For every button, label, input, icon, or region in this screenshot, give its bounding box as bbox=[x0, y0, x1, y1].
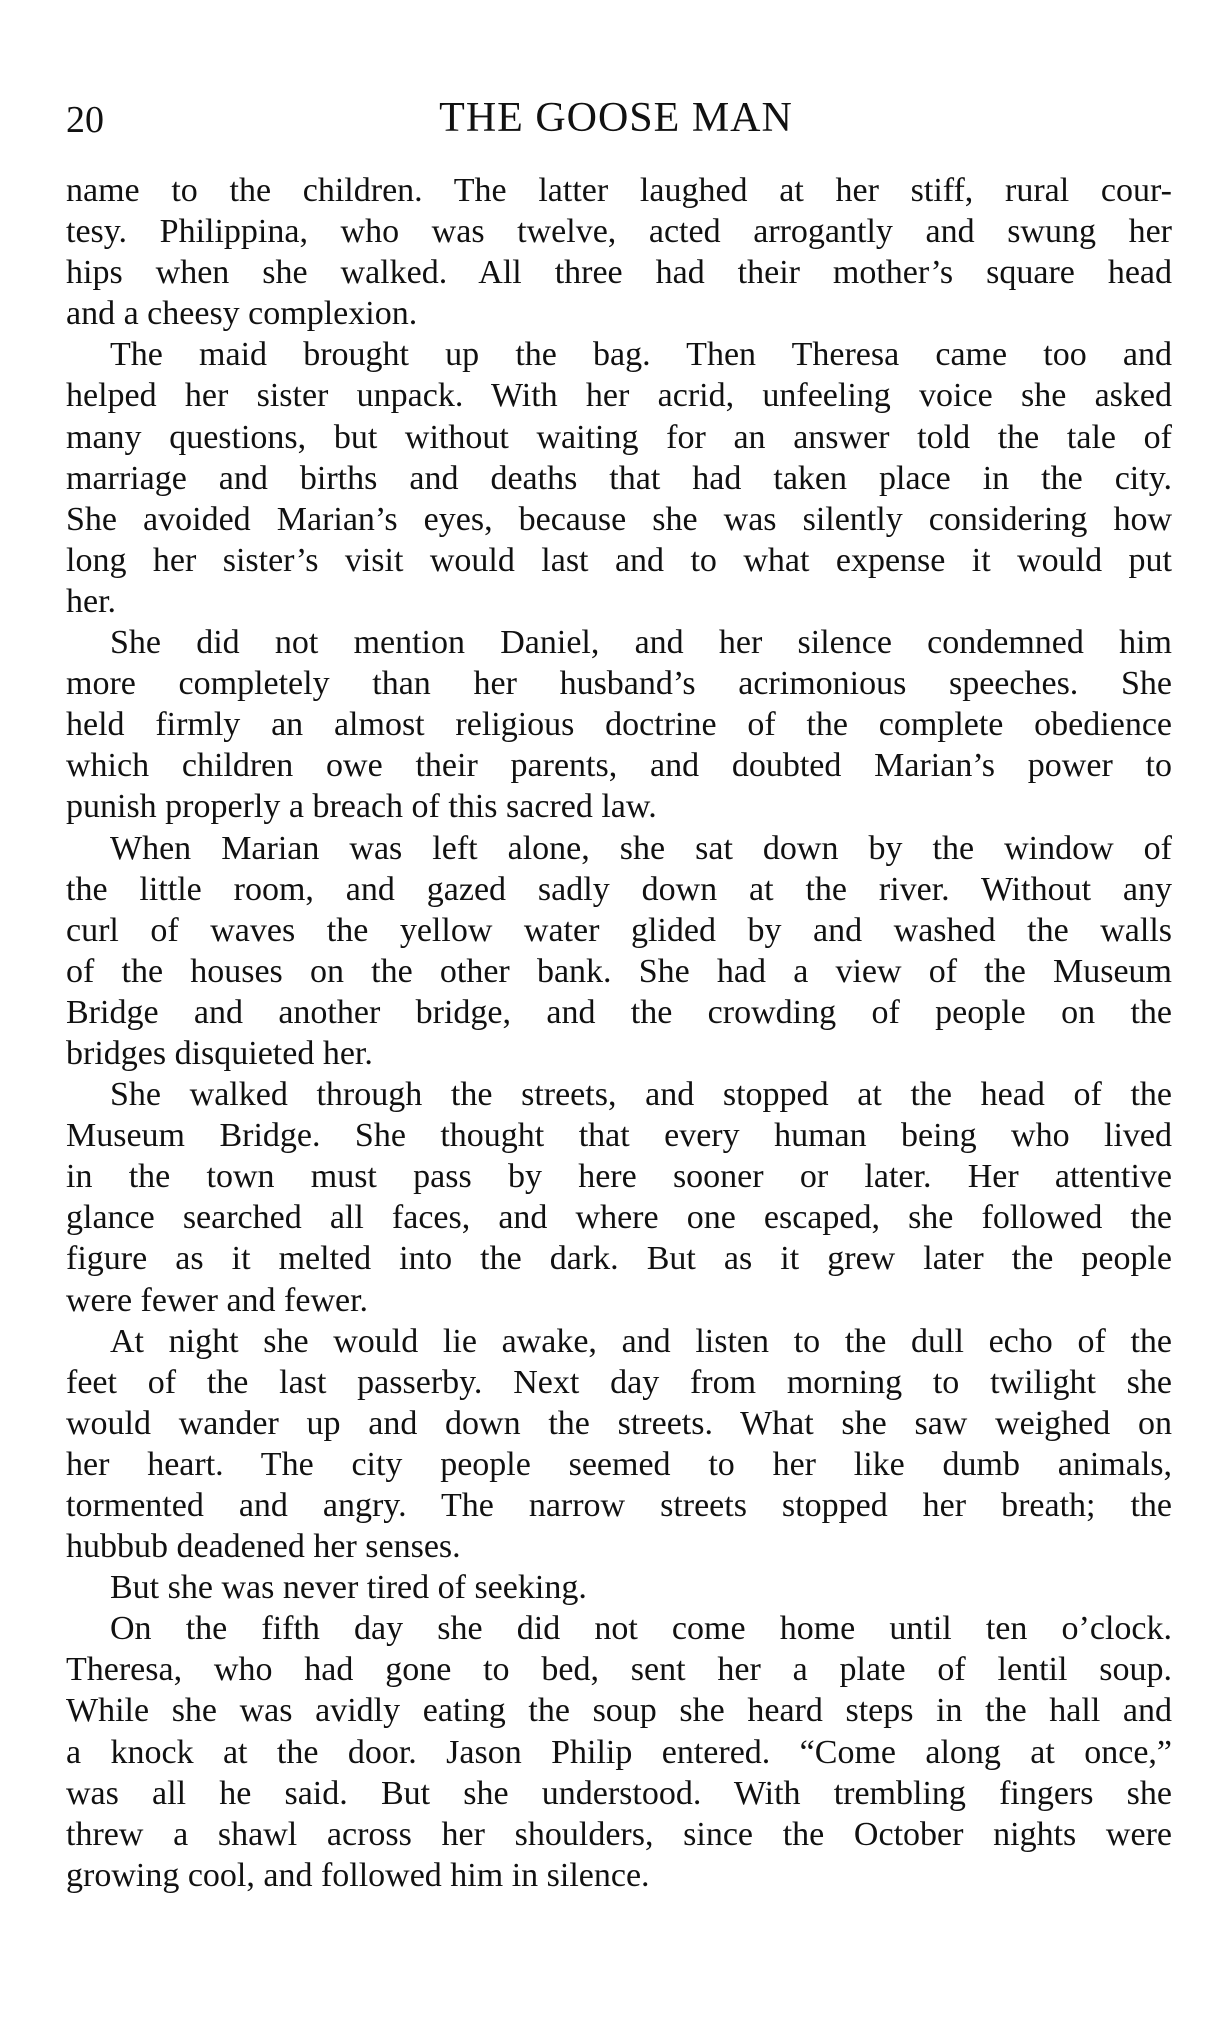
text-line: punish properly a breach of this sacred law. bbox=[66, 788, 657, 826]
text-line: Museum Bridge. She thought that every human being who lived bbox=[66, 1117, 1172, 1155]
body-text bbox=[66, 170, 1172, 1896]
text-line: more completely than her husband’s acrimonious speeches. She bbox=[66, 665, 1172, 703]
text-line: would wander up and down the streets. What she saw weighed on bbox=[66, 1404, 1172, 1442]
paragraph bbox=[66, 1608, 1172, 1896]
text-line: She walked through the streets, and stopped at the head of the bbox=[110, 1076, 1172, 1114]
text-line: tesy. Philippina, who was twelve, acted arrogantly and swung her bbox=[66, 213, 1172, 251]
text-line: She avoided Marian’s eyes, because she was silently considering how bbox=[66, 500, 1172, 538]
text-line: When Marian was left alone, she sat down by the window of bbox=[110, 829, 1172, 867]
text-line: were fewer and fewer. bbox=[66, 1281, 369, 1319]
text-line: figure as it melted into the dark. But as it grew later the people bbox=[66, 1240, 1172, 1278]
text-line: She did not mention Daniel, and her silence condemned him bbox=[110, 624, 1172, 662]
text-line: many questions, but without waiting for an answer told the tale of bbox=[66, 418, 1172, 456]
paragraph bbox=[66, 622, 1172, 827]
running-head: THE GOOSE MAN bbox=[439, 95, 793, 141]
text-line: in the town must pass by here sooner or later. Her attentive bbox=[66, 1158, 1172, 1196]
paragraph bbox=[66, 1321, 1172, 1568]
text-line: curl of waves the yellow water glided by and washed the walls bbox=[66, 911, 1172, 949]
text-line: which children owe their parents, and doubted Marian’s power to bbox=[66, 747, 1172, 785]
paragraph bbox=[66, 1074, 1172, 1321]
text-line: was all he said. But she understood. With trembling fingers she bbox=[66, 1774, 1172, 1812]
text-line: While she was avidly eating the soup she heard steps in the hall and bbox=[66, 1692, 1172, 1730]
text-line: a knock at the door. Jason Philip entered. “Come along at once,” bbox=[66, 1733, 1172, 1771]
text-line: her heart. The city people seemed to her like dumb animals, bbox=[66, 1445, 1172, 1483]
text-line: threw a shawl across her shoulders, since the October nights were bbox=[66, 1815, 1172, 1853]
text-line: But she was never tired of seeking. bbox=[110, 1569, 587, 1607]
text-line: marriage and births and deaths that had taken place in the city. bbox=[66, 459, 1172, 497]
text-line: growing cool, and followed him in silence. bbox=[66, 1856, 650, 1894]
text-line: name to the children. The latter laughed at her stiff, rural cour- bbox=[66, 172, 1172, 209]
text-line: Bridge and another bridge, and the crowding of people on the bbox=[66, 993, 1172, 1031]
text-line: the little room, and gazed sadly down at the river. Without any bbox=[66, 870, 1172, 908]
text-line: glance searched all faces, and where one escaped, she followed the bbox=[66, 1199, 1172, 1237]
paragraph bbox=[66, 170, 1172, 334]
text-line: long her sister’s visit would last and to what expense it would put bbox=[66, 541, 1172, 579]
paragraph bbox=[66, 334, 1172, 622]
text-line: held firmly an almost religious doctrine of the complete obedience bbox=[66, 706, 1172, 744]
text-line: of the houses on the other bank. She had a view of the Museum bbox=[66, 952, 1172, 990]
text-line: At night she would lie awake, and listen to the dull echo of the bbox=[110, 1322, 1172, 1360]
text-line: her. bbox=[66, 582, 117, 620]
text-line: Theresa, who had gone to bed, sent her a plate of lentil soup. bbox=[66, 1651, 1172, 1689]
text-line: and a cheesy complexion. bbox=[66, 295, 418, 333]
text-line: hubbub deadened her senses. bbox=[66, 1528, 461, 1566]
text-line: tormented and angry. The narrow streets stopped her breath; the bbox=[66, 1487, 1172, 1524]
text-line: feet of the last passerby. Next day from morning to twilight she bbox=[66, 1363, 1172, 1401]
paragraph bbox=[66, 1567, 1172, 1608]
text-line: The maid brought up the bag. Then Theresa came too and bbox=[110, 336, 1172, 374]
page-number: 20 bbox=[66, 99, 104, 141]
text-line: bridges disquieted her. bbox=[66, 1034, 373, 1072]
text-line: On the fifth day she did not come home until ten o’clock. bbox=[110, 1610, 1172, 1648]
text-line: hips when she walked. All three had their mother’s square head bbox=[66, 254, 1172, 292]
text-line: helped her sister unpack. With her acrid, unfeeling voice she asked bbox=[66, 377, 1172, 415]
paragraph bbox=[66, 828, 1172, 1075]
